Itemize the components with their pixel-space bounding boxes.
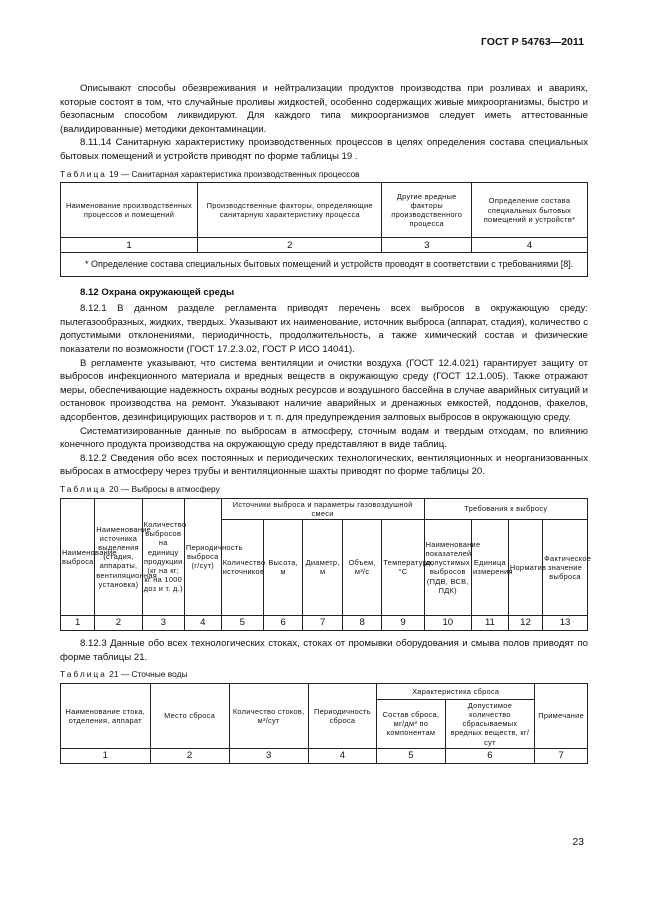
table20-subheader: Диаметр, м [303, 519, 343, 615]
paragraph: 8.12.3 Данные обо всех технологических стоках, стоках от промывки оборудования и смыва полов приводят по форме таблицы 21. [60, 637, 588, 663]
table21-header: Периодичность сброса [308, 683, 377, 748]
table21-header: Количество стоков, м³/сут [229, 683, 308, 748]
table21-header: Место сброса [150, 683, 229, 748]
table20-number: 11 [471, 615, 508, 630]
table20-subheader: Количество источников [221, 519, 263, 615]
table21-number: 4 [308, 748, 377, 763]
table20-group-header: Источники выброса и параметры газовоздушной смеси [221, 498, 424, 519]
table19-header: Производственные факторы, определяющие санитарную характеристику процесса [198, 183, 382, 238]
caption-text: 21 — Сточные воды [106, 669, 188, 680]
table20-group-header: Требования к выбросу [424, 498, 587, 519]
caption-word: Таблица [60, 168, 107, 179]
table20-number: 2 [95, 615, 142, 630]
table21-number: 2 [150, 748, 229, 763]
table21-caption [60, 668, 588, 682]
table19-header: Определение состава специальных бытовых помещений и устройств* [472, 183, 588, 238]
table20-number: 8 [342, 615, 382, 630]
table20-subheader: Температура, °С [382, 519, 424, 615]
table20-subheader: Единица измерения [471, 519, 508, 615]
page-content [60, 82, 592, 764]
table21-number: 3 [229, 748, 308, 763]
table20-number: 5 [221, 615, 263, 630]
table21-subheader: Состав сброса, мг/дм³ по компонентам [377, 699, 446, 748]
table20-number: 13 [543, 615, 588, 630]
table20-subheader: Норматив [508, 519, 542, 615]
table20-header: Количество выбросов на единицу продукции (кг на кг; кг на 1000 доз и т. д.) [142, 498, 184, 615]
table19-header: Наименование производственных процессов и помещений [61, 183, 198, 238]
paragraph: 8.12.1 В данном разделе регламента приводят перечень всех выбросов в окружающую среду: пылегазообразных, жидких, твердых. Указывают их наименование, источник выброса (аппарат, стадия), количество с допустимыми отклонениями, периодичность, продолжительность, а также химический состав и физические показатели по возможности (ГОСТ 17.2.3.02, ГОСТ Р ИСО 14041). [60, 303, 588, 356]
table20-number: 7 [303, 615, 343, 630]
table20-number: 10 [424, 615, 471, 630]
table20 [60, 498, 592, 631]
table21 [60, 683, 588, 764]
table20-number: 9 [382, 615, 424, 630]
paragraph: Описывают способы обезвреживания и нейтрализации продуктов производства при розливах и авариях, которые состоят в том, что случайные проливы жидкостей, особенно содержащих живые микроорганизмы, быстро и безопасным способом ликвидируют. Для каждого типа микроорганизмов следует иметь аттестованные (валидированные) методики деконтаминации. [60, 83, 588, 135]
table21-header: Примечание [535, 683, 588, 748]
table19-header: Другие вредные факторы производственного процесса [382, 183, 472, 238]
caption-text: 20 — Выбросы в атмосферу [106, 483, 220, 494]
table20-number: 4 [184, 615, 221, 630]
table19-footnote: * Определение состава специальных бытовых помещений и устройств проводят в соответствии с требованиями [8]. [61, 253, 588, 277]
table21-number: 7 [535, 748, 588, 763]
table20-subheader: Наименование показателей допустимых выбросов (ПДВ, ВСВ, ПДК) [424, 519, 471, 615]
caption-text: 19 — Санитарная характеристика производственных процессов [106, 168, 360, 179]
table20-subheader: Высота, м [263, 519, 303, 615]
table21-subheader: Допустимое количество сбрасываемых вредных веществ, кг/сут [445, 699, 535, 748]
caption-word: Таблица [60, 669, 107, 680]
table19-caption [60, 168, 588, 182]
table20-number: 12 [508, 615, 542, 630]
section-heading: 8.12 Охрана окружающей среды [80, 286, 235, 298]
table21-number: 1 [61, 748, 151, 763]
table21-number: 5 [377, 748, 446, 763]
paragraph: Систематизированные данные по выбросам в атмосферу, сточным водам и твердым отходам, по влиянию конечного продукта производства на окружающую среду представляют в виде таблиц. [60, 425, 588, 451]
table20-header: Периодичность выброса (г/сут) [184, 498, 221, 615]
table19-number: 3 [382, 238, 472, 253]
table19-number: 1 [61, 238, 198, 253]
table20-subheader: Объем, м³/с [342, 519, 382, 615]
paragraph: 8.11.14 Санитарную характеристику производственных процессов в целях определения состава специальных бытовых помещений и устройств приводят по форме таблицы 19 . [60, 137, 588, 162]
table19 [60, 182, 588, 277]
table20-subheader: Фактическое значение выброса [543, 519, 588, 615]
table20-caption [60, 483, 588, 497]
table20-number: 1 [61, 615, 95, 630]
table20-number: 6 [263, 615, 303, 630]
table20-header: Наименование выброса [61, 498, 95, 615]
caption-word: Таблица [60, 483, 107, 494]
document-header: ГОСТ Р 54763—2011 [480, 36, 584, 48]
page-number: 23 [572, 836, 584, 848]
table21-header: Наименование стока, отделения, аппарат [61, 683, 151, 748]
table21-number: 6 [445, 748, 535, 763]
table21-group-header: Характеристика сброса [377, 683, 535, 699]
paragraph: В регламенте указывают, что система вентиляции и очистки воздуха (ГОСТ 12.4.021) гарантирует защиту от выбросов инфекционного материала и вредных веществ в окружающую среду (ГОСТ 12.1.005). Также отражают меры, обеспечивающие надежность охраны водных ресурсов и воздушного бассейна в случае аварийных ситуаций и остановок производства на ремонт. Указывают наличие аварийных и дренажных емкостей, поддонов, факелов, адсорбентов, дезинфицирующих растворов и т. п. для предупреждения залповых выбросов в окружающую среду. [60, 357, 588, 423]
table20-header: Наименование источника выделения (стадия, аппараты, вентиляционная установка) [95, 498, 142, 615]
table19-number: 4 [472, 238, 588, 253]
table20-number: 3 [142, 615, 184, 630]
paragraph: 8.12.2 Сведения обо всех постоянных и периодических технологических, вентиляционных и неорганизованных выбросах в атмосферу через трубы и вентиляционные шахты приводят по форме таблицы 20. [60, 452, 588, 478]
table19-number: 2 [198, 238, 382, 253]
